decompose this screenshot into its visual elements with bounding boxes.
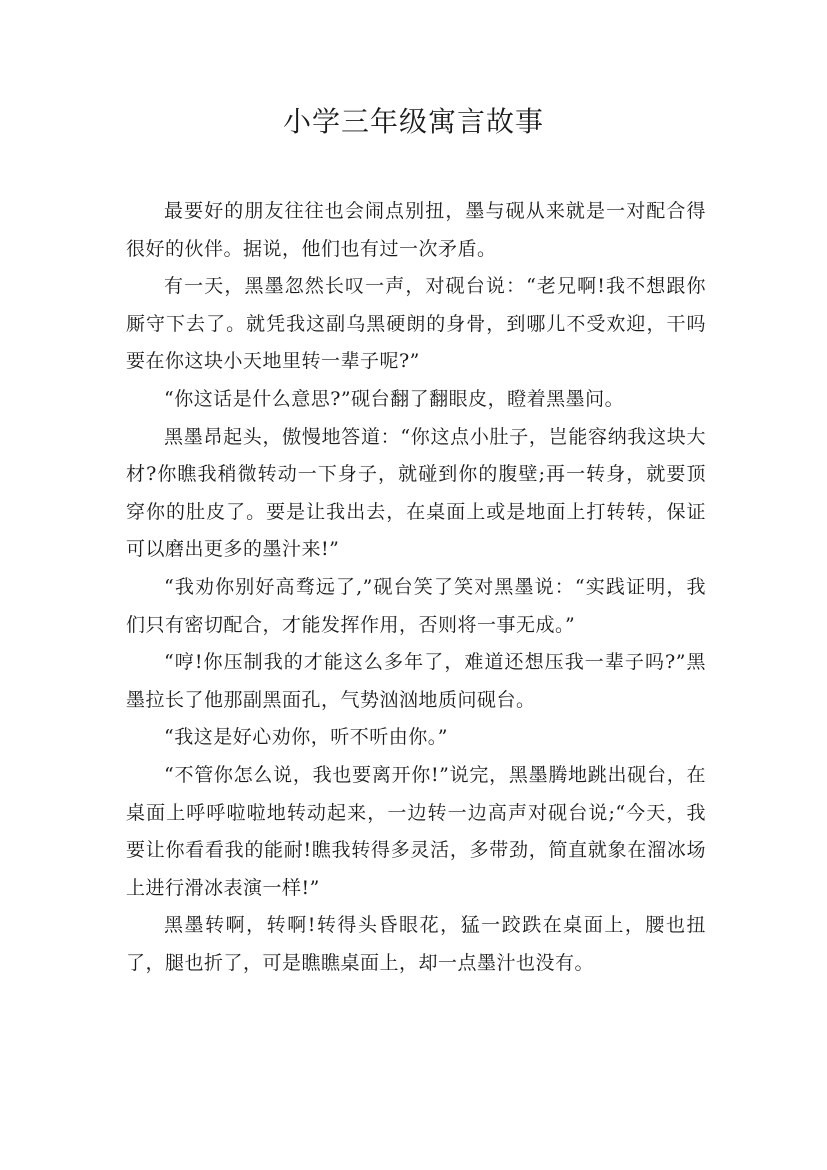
paragraph: 有一天，黑墨忽然长叹一声，对砚台说：“老兄啊!我不想跟你厮守下去了。就凭我这副乌黑硬朗的身骨，到哪儿不受欢迎，干吗要在你这块小天地里转一辈子呢?” <box>126 275 706 373</box>
paragraph: “我这是好心劝你，听不听由你。” <box>164 726 448 749</box>
paragraph: “你这话是什么意思?”砚台翻了翻眼皮，瞪着黑墨问。 <box>164 387 625 410</box>
paragraph: “我劝你别好高骛远了,”砚台笑了笑对黑墨说：“实践证明，我们只有密切配合，才能发挥作用，否则将一事无成。” <box>126 575 706 636</box>
paragraph: 最要好的朋友往往也会闹点别扭，墨与砚从来就是一对配合得很好的伙伴。据说，他们也有过一次矛盾。 <box>126 200 706 260</box>
paragraph: 黑墨转啊，转啊!转得头昏眼花，猛一跤跌在桌面上，腰也扭了，腿也折了，可是瞧瞧桌面上，却一点墨汁也没有。 <box>126 914 706 974</box>
paragraph: 黑墨昂起头，傲慢地答道：“你这点小肚子，岂能容纳我这块大材?你瞧我稍微转动一下身子，就碰到你的腹壁;再一转身，就要顶穿你的肚皮了。要是让我出去，在桌面上或是地面上打转转，保证可以磨出更多的墨汁来!” <box>126 425 706 561</box>
story-body <box>126 193 706 982</box>
paragraph: “哼!你压制我的才能这么多年了，难道还想压我一辈子吗?”黑墨拉长了他那副黑面孔，气势汹汹地质问砚台。 <box>126 651 706 711</box>
paragraph: “不管你怎么说，我也要离开你!”说完，黑墨腾地跳出砚台，在桌面上呼呼啦啦地转动起来，一边转一边高声对砚台说;“今天，我要让你看看我的能耐!瞧我转得多灵活，多带劲，简直就象在溜冰场上进行滑冰表演一样!” <box>126 763 706 899</box>
document-title: 小学三年级寓言故事 <box>282 105 544 138</box>
